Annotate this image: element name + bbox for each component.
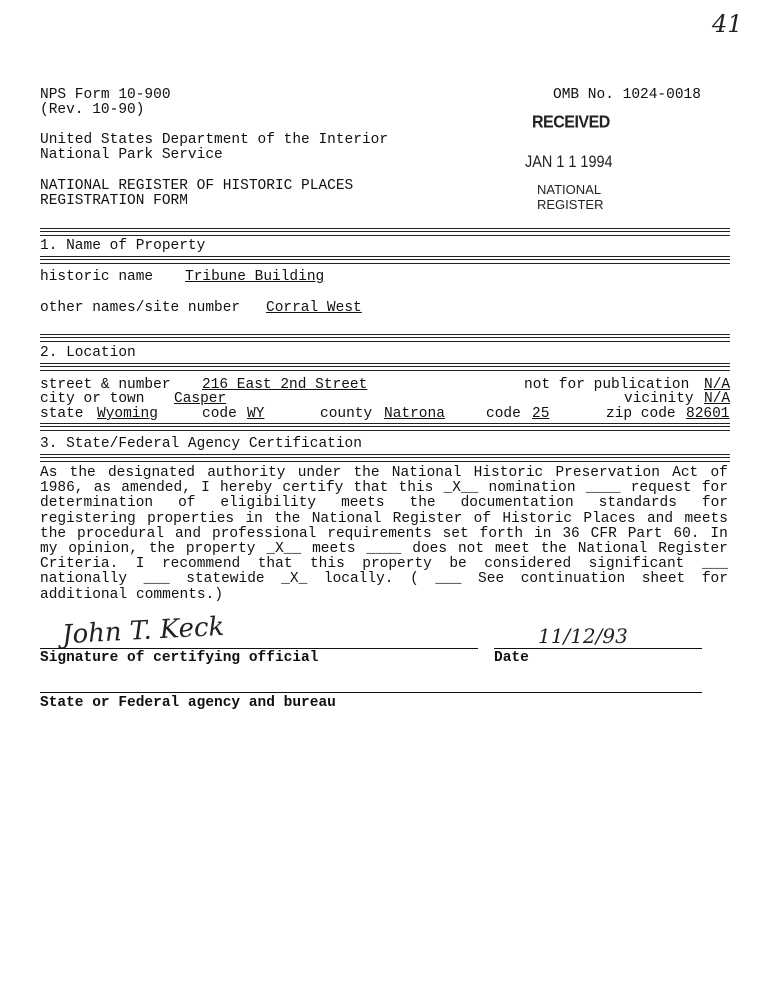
other-names-label: other names/site number xyxy=(40,300,241,316)
statement-line xyxy=(40,557,728,572)
city-label: city or town xyxy=(40,391,145,407)
county-code-value: 25 xyxy=(532,406,550,422)
statement-word: for xyxy=(701,495,728,512)
statement-word: _X__ xyxy=(266,541,302,558)
statement-word: my xyxy=(40,541,58,558)
statement-word: and xyxy=(646,510,674,527)
state-code-value: WY xyxy=(247,406,265,422)
statement-word: of xyxy=(473,510,492,527)
signature: John T. Keck xyxy=(61,611,225,651)
form-number: NPS Form 10-900 xyxy=(40,87,171,103)
statement-word: Preservation xyxy=(555,465,660,481)
divider xyxy=(40,334,730,342)
statement-word: Historic xyxy=(502,510,573,527)
statement-line xyxy=(40,572,728,587)
statement-word: 1986, xyxy=(40,480,84,497)
statement-word: the xyxy=(274,510,301,527)
statement-word: ___ xyxy=(701,556,728,573)
county-label: county xyxy=(320,406,373,422)
section-2-title: 2. Location xyxy=(40,345,136,361)
agency-label: State or Federal agency and bureau xyxy=(40,695,336,711)
statement-word: continuation xyxy=(520,571,626,588)
statement-word: ____ xyxy=(585,480,621,497)
statement-word: ( xyxy=(410,571,419,588)
other-names-value: Corral West xyxy=(266,300,362,316)
statement-word: opinion, xyxy=(68,541,138,558)
statement-word: not xyxy=(457,541,485,558)
divider xyxy=(40,256,730,264)
statement-word: does xyxy=(412,541,448,558)
statement-word: the xyxy=(409,495,436,512)
signature-line xyxy=(40,648,478,649)
statement-word: the xyxy=(540,541,567,558)
statement-word: nomination xyxy=(488,480,576,497)
statement-word: under xyxy=(297,465,342,481)
statement-word: ___ xyxy=(435,571,462,588)
statement-word: property xyxy=(185,541,256,558)
statement-word: this xyxy=(398,480,434,497)
statement-word: professional xyxy=(211,525,317,542)
statement-word: Act xyxy=(672,465,699,481)
statement-word: I xyxy=(135,556,145,573)
statement-word: and xyxy=(174,525,202,542)
statement-word: request xyxy=(630,480,692,497)
vicinity-label: vicinity xyxy=(624,391,694,407)
historic-name-value: Tribune Building xyxy=(185,269,325,285)
statement-word: for xyxy=(701,480,728,497)
statement-word: registering xyxy=(40,510,136,527)
vicinity-value: N/A xyxy=(704,391,731,407)
statement-word: set xyxy=(442,525,469,542)
register-title: NATIONAL REGISTER OF HISTORIC PLACES xyxy=(40,178,354,194)
statement-word: this xyxy=(309,556,345,573)
statement-line xyxy=(40,527,728,542)
divider xyxy=(40,423,730,431)
statement-word: National xyxy=(391,465,462,481)
divider xyxy=(40,228,730,236)
statement-word: statewide xyxy=(186,571,265,588)
statement-line xyxy=(40,481,728,496)
statement-word: National xyxy=(311,510,382,527)
statement-word: Criteria. xyxy=(40,556,119,573)
statement-word: meets xyxy=(341,495,385,512)
statement-word: of xyxy=(710,465,728,481)
stamp-register: REGISTER xyxy=(537,197,604,212)
statement-word: recommend xyxy=(161,556,241,573)
statement-line xyxy=(40,512,728,527)
statement-word: sheet xyxy=(641,571,686,588)
section-1-title: 1. Name of Property xyxy=(40,238,206,254)
form-revision: (Rev. 10-90) xyxy=(40,102,145,118)
statement-word: that xyxy=(353,480,389,497)
statement-word: _X__ xyxy=(443,480,479,497)
statement-word: determination xyxy=(40,495,154,512)
statement-word: that xyxy=(257,556,293,573)
omb-number: OMB No. 1024-0018 xyxy=(553,87,701,103)
statement-word: the xyxy=(69,465,96,481)
county-value: Natrona xyxy=(384,406,445,422)
statement-word: designated xyxy=(107,465,195,481)
statement-word: CFR xyxy=(590,525,617,542)
statement-word: hereby xyxy=(220,480,273,497)
statement-word: eligibility xyxy=(220,495,317,512)
statement-word: significant xyxy=(588,556,685,573)
statement-word: 60. xyxy=(673,525,700,542)
statement-word: in xyxy=(534,525,552,542)
street-value: 216 East 2nd Street xyxy=(202,377,368,393)
statement-line xyxy=(40,466,728,481)
statement-word: property xyxy=(362,556,432,573)
department-name: United States Department of the Interior xyxy=(40,132,389,148)
stamp-national: NATIONAL xyxy=(537,182,602,197)
statement-word: in xyxy=(245,510,263,527)
statement-word: authority xyxy=(207,465,286,481)
statement-word: Register xyxy=(392,510,463,527)
zip-value: 82601 xyxy=(686,406,730,422)
statement-word: requirements xyxy=(327,525,432,542)
statement-word: Part xyxy=(627,525,663,542)
statement-word: procedural xyxy=(77,525,165,542)
form-title: REGISTRATION FORM xyxy=(40,193,188,209)
statement-word: documentation xyxy=(460,495,574,512)
page-number: 41 xyxy=(712,10,743,38)
statement-word: for xyxy=(701,571,728,588)
stamp-date: JAN 1 1 1994 xyxy=(525,152,613,171)
statement-word: meets xyxy=(312,541,356,558)
statement-line xyxy=(40,588,728,603)
certification-statement xyxy=(40,466,728,603)
statement-word: Register xyxy=(658,541,728,558)
statement-word: _X_ xyxy=(281,571,308,588)
county-code-label: code xyxy=(486,406,521,422)
statement-word: comments.) xyxy=(136,586,224,603)
signature-label: Signature of certifying official xyxy=(40,650,319,666)
statement-word: meet xyxy=(494,541,530,558)
statement-word: amended, xyxy=(121,480,191,497)
statement-word: as xyxy=(93,480,112,497)
divider xyxy=(40,363,730,371)
agency-line xyxy=(40,692,702,693)
divider xyxy=(40,454,730,462)
statement-word: the xyxy=(148,541,175,558)
not-for-publication-label: not for publication xyxy=(524,377,690,393)
date-line xyxy=(494,648,702,649)
statement-word: locally. xyxy=(323,571,394,588)
section-3-title: 3. State/Federal Agency Certification xyxy=(40,436,362,452)
statement-word: standards xyxy=(598,495,677,512)
statement-word: ___ xyxy=(143,571,170,588)
statement-word: of xyxy=(178,495,196,512)
statement-word: 36 xyxy=(562,525,580,542)
statement-word: meets xyxy=(684,510,728,527)
stamp-received: RECEIVED xyxy=(532,113,610,132)
statement-word: forth xyxy=(479,525,524,542)
zip-label: zip code xyxy=(606,406,676,422)
date-value: 11/12/93 xyxy=(538,624,628,648)
statement-word: nationally xyxy=(40,571,128,588)
statement-word: the xyxy=(353,465,380,481)
service-name: National Park Service xyxy=(40,147,223,163)
statement-word: As xyxy=(40,465,58,481)
street-label: street & number xyxy=(40,377,171,393)
statement-word: I xyxy=(201,480,210,497)
statement-word: National xyxy=(577,541,648,558)
date-label: Date xyxy=(494,650,529,666)
statement-word: additional xyxy=(40,586,128,603)
city-value: Casper xyxy=(174,391,227,407)
historic-name-label: historic name xyxy=(40,269,154,285)
statement-word: Historic xyxy=(473,465,544,481)
statement-word: In xyxy=(710,525,728,542)
statement-word: ____ xyxy=(366,541,402,558)
statement-word: be xyxy=(449,556,467,573)
statement-word: considered xyxy=(484,556,572,573)
state-code-label: code xyxy=(202,406,237,422)
statement-word: properties xyxy=(147,510,235,527)
statement-line xyxy=(40,542,728,557)
statement-word: the xyxy=(40,525,67,542)
statement-word: See xyxy=(478,571,505,588)
statement-line xyxy=(40,496,728,511)
state-label: state xyxy=(40,406,84,422)
statement-word: certify xyxy=(282,480,344,497)
statement-word: Places xyxy=(583,510,636,527)
state-value: Wyoming xyxy=(97,406,158,422)
not-for-publication-value: N/A xyxy=(704,377,731,393)
